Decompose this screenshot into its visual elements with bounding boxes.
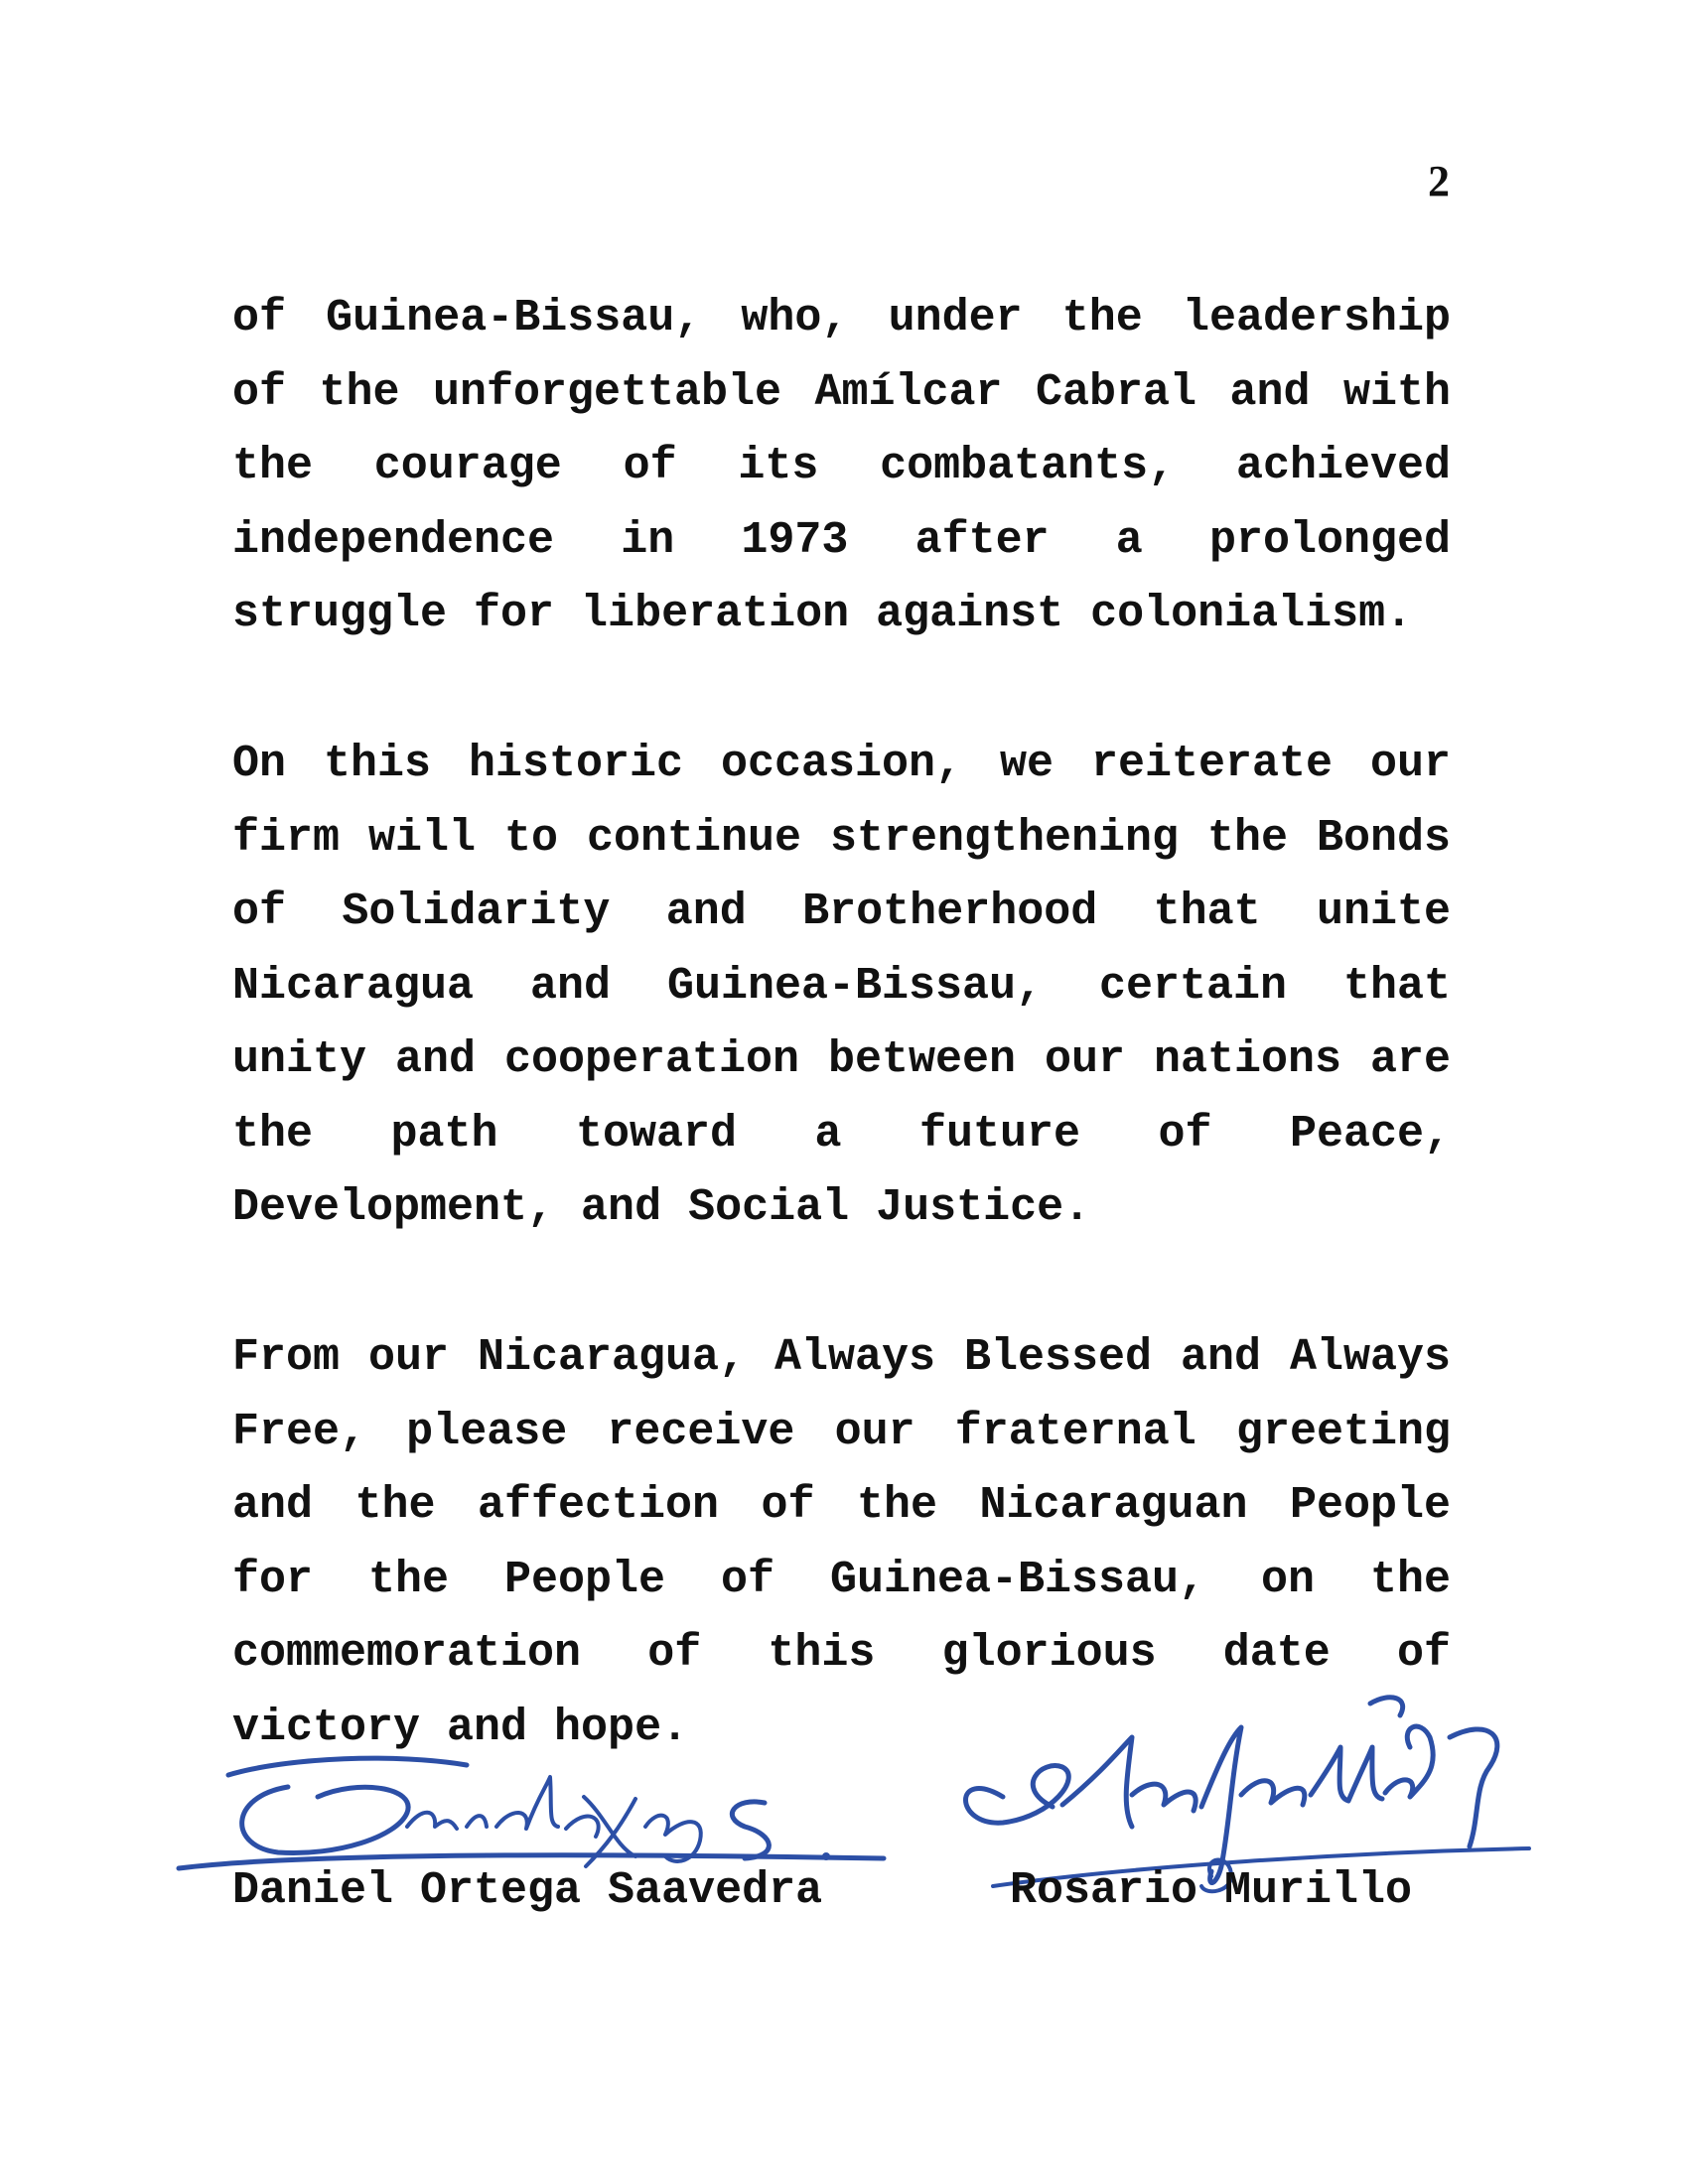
signatory-name-1: Daniel Ortega Saavedra	[232, 1865, 823, 1916]
paragraph-1: of Guinea-Bissau, who, under the leadership of the unforgettable Amílcar Cabral and with the courage of its combatants, achieved independence in 1973 after a prolonged struggle for liberation against colonialism.	[232, 293, 1451, 639]
signatory-name-2: Rosario Murillo	[1010, 1865, 1413, 1916]
page-number: 2	[1428, 157, 1450, 205]
paragraph-2: On this historic occasion, we reiterate our firm will to continue strengthening the Bonds of Solidarity and Brotherhood that unite Nicaragua and Guinea-Bissau, certain that unity and cooperation between our nations are the path toward a future of Peace, Development, and Social Justice.	[232, 739, 1451, 1233]
paragraph-3: From our Nicaragua, Always Blessed and Always Free, please receive our fraternal greeting and the affection of the Nicaraguan People for the People of Guinea-Bissau, on the commemoration of this glorious date of victory and hope.	[232, 1332, 1451, 1753]
